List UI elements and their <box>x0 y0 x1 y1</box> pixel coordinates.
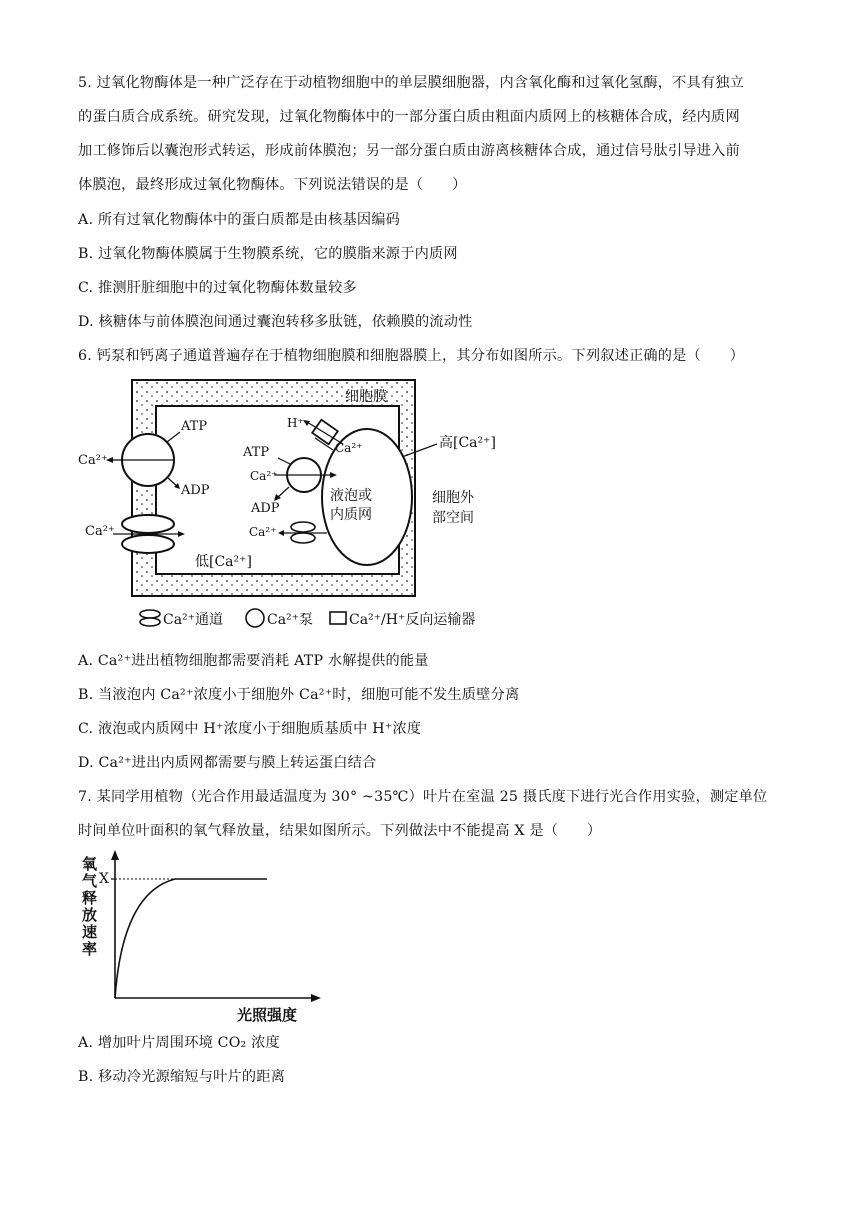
low-ca-label: 低[Ca²⁺] <box>195 554 252 570</box>
ca-antiporter: Ca²⁺ <box>335 441 363 455</box>
q5-option-d: D. 核糖体与前体膜泡间通过囊泡转移多肽链，依赖膜的流动性 <box>78 314 473 330</box>
atp-vacuole: ATP <box>243 445 270 460</box>
ca-out-left: Ca²⁺ <box>78 453 108 468</box>
adp-vacuole: ADP <box>251 501 280 516</box>
q6-stem: 6. 钙泵和钙离子通道普遍存在于植物细胞膜和细胞器膜上，其分布如图所示。下列叙述正确的是（ ） <box>78 348 745 364</box>
q6-option-d: D. Ca²⁺进出内质网都需要与膜上转运蛋白结合 <box>78 755 377 771</box>
q7-option-a: A. 增加叶片周围环境 CO₂ 浓度 <box>78 1035 280 1051</box>
q5-stem-line-1: 5. 过氧化物酶体是一种广泛存在于动植物细胞中的单层膜细胞器，内含氧化酶和过氧化氢酶，不具有独立 <box>78 75 745 91</box>
q5-stem-line-4: 体膜泡，最终形成过氧化物酶体。下列说法错误的是（ ） <box>78 177 467 193</box>
q7-stem-line-2: 时间单位叶面积的氧气释放量，结果如图所示。下列做法中不能提高 X 是（ ） <box>78 823 602 839</box>
q5-option-c: C. 推测肝脏细胞中的过氧化物酶体数量较多 <box>78 280 357 296</box>
vacuole-ca-channel <box>291 533 315 543</box>
q6-option-b: B. 当液泡内 Ca²⁺浓度小于细胞外 Ca²⁺时，细胞可能不发生质壁分离 <box>78 687 520 703</box>
oxygen-release-chart <box>75 848 335 1028</box>
q5-option-b: B. 过氧化物酶体膜属于生物膜系统，它的膜脂来源于内质网 <box>78 246 458 262</box>
chart-xmark: X <box>99 871 109 887</box>
extracellular-label-1: 细胞外 <box>432 490 474 506</box>
q5-stem-line-2: 的蛋白质合成系统。研究发现，过氧化物酶体中的一部分蛋白质由粗面内质网上的核糖体合成，经内质网 <box>78 109 740 125</box>
ca-vacuole-channel: Ca²⁺ <box>249 525 277 539</box>
legend-pump: Ca²⁺泵 <box>267 612 314 628</box>
q7-option-b: B. 移动冷光源缩短与叶片的距离 <box>78 1069 286 1085</box>
figure-legend <box>140 609 475 628</box>
oxygen-curve <box>115 879 267 998</box>
q5-option-a: A. 所有过氧化物酶体中的蛋白质都是由核基因编码 <box>78 212 401 228</box>
ca-vacuole-pump: Ca²⁺ <box>250 469 278 483</box>
vacuole-label-1: 液泡或 <box>330 488 372 504</box>
ca-in-left: Ca²⁺ <box>85 524 115 539</box>
q7-stem-line-1: 7. 某同学用植物（光合作用最适温度为 30° ~35℃）叶片在室温 25 摄氏度下进行光合作用实验，测定单位 <box>78 789 768 805</box>
chart-ylabel: 氧气释放速率 <box>80 856 98 958</box>
calcium-transport-figure <box>75 372 505 634</box>
legend-antiporter: Ca²⁺/H⁺反向运输器 <box>349 612 476 628</box>
q6-option-c: C. 液泡或内质网中 H⁺浓度小于细胞质基质中 H⁺浓度 <box>78 721 422 737</box>
q5-stem-line-3: 加工修饰后以囊泡形式转运，形成前体膜泡；另一部分蛋白质由游离核糖体合成，通过信号肽引导进入前 <box>78 143 740 159</box>
legend-channel: Ca²⁺通道 <box>163 612 224 628</box>
vacuole-label-2: 内质网 <box>330 507 372 523</box>
atp-left: ATP <box>181 419 208 434</box>
membrane-ca-channel <box>122 535 174 553</box>
cell-membrane-label: 细胞膜 <box>345 389 387 405</box>
q6-option-a: A. Ca²⁺进出植物细胞都需要消耗 ATP 水解提供的能量 <box>78 653 429 669</box>
adp-left: ADP <box>181 483 210 498</box>
chart-xlabel: 光照强度 <box>237 1006 298 1024</box>
high-ca-label: 高[Ca²⁺] <box>439 435 496 451</box>
h-label: H⁺ <box>287 416 304 430</box>
extracellular-label-2: 部空间 <box>432 510 474 526</box>
